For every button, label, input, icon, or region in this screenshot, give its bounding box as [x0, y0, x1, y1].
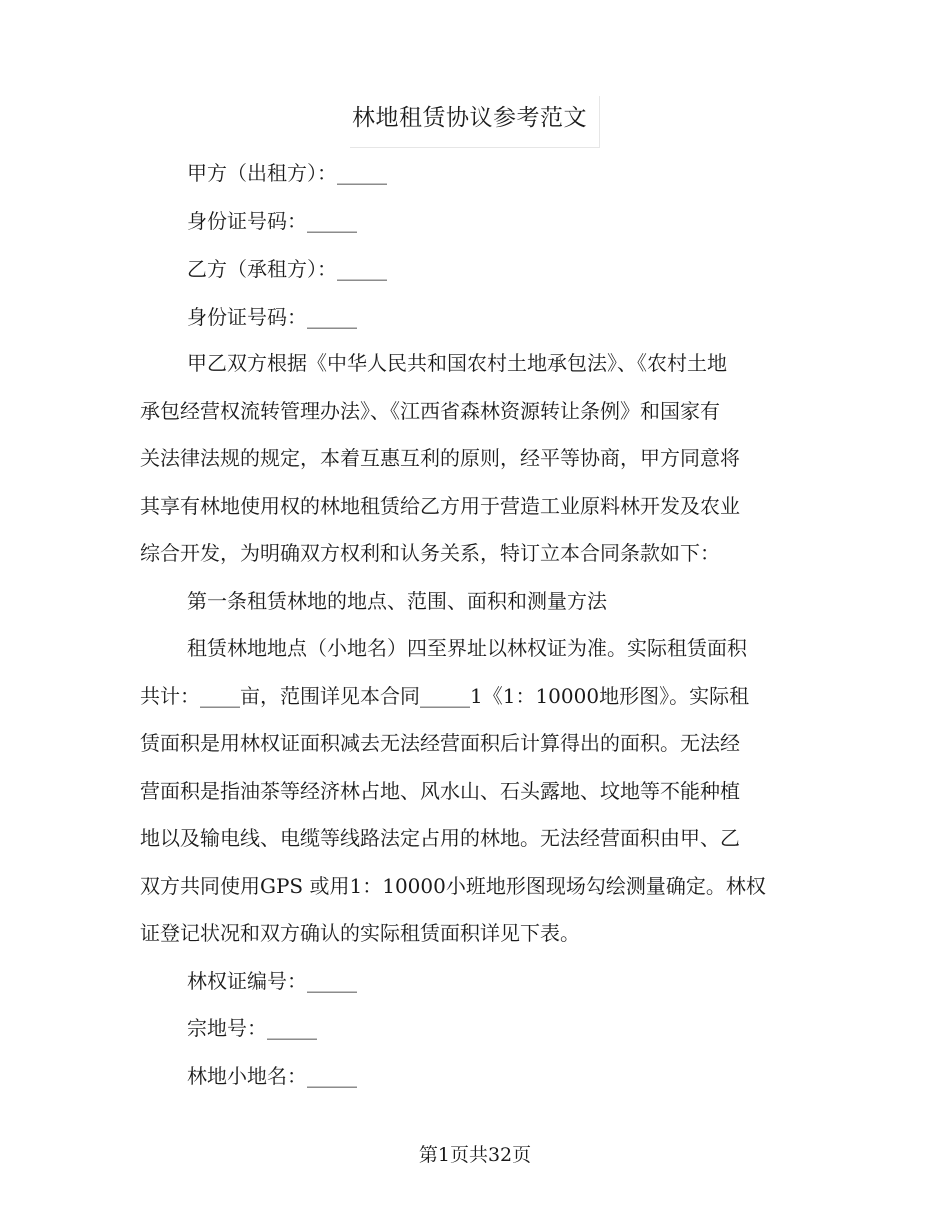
document-title: 林地租赁协议参考范文 [352, 105, 587, 131]
article-heading: 第一条租赁林地的地点、范围、面积和测量方法 [187, 589, 607, 613]
paragraph-line: 双方共同使用GPS 或用1：10000小班地形图现场勾绘测量确定。林权 [140, 874, 766, 898]
paragraph-line: 营面积是指油茶等经济林占地、风水山、石头露地、坟地等不能种植 [140, 779, 740, 803]
paragraph-line: 赁面积是用林权证面积减去无法经营面积后计算得出的面积。无法经 [140, 731, 740, 755]
forest-cert-no-line: 林权证编号：_____ [187, 969, 357, 993]
paragraph-line: 承包经营权流转管理办法》、《江西省森林资源转让条例》和国家有 [140, 399, 720, 423]
paragraph-line: 其享有林地使用权的林地租赁给乙方用于营造工业原料林开发及农业 [140, 494, 740, 518]
lessee-id-line: 身份证号码：_____ [187, 305, 357, 329]
lessee-line: 乙方（承租方）：_____ [187, 257, 387, 281]
paragraph-line: 关法律法规的规定，本着互惠互利的原则，经平等协商，甲方同意将 [140, 446, 740, 470]
paragraph-line: 共计：____亩，范围详见本合同_____1《1：10000地形图》。实际租 [140, 684, 750, 708]
lessor-id-line: 身份证号码：_____ [187, 209, 357, 233]
lessor-line: 甲方（出租方）：_____ [187, 161, 387, 185]
paragraph-line: 证登记状况和双方确认的实际租赁面积详见下表。 [140, 921, 580, 945]
page-footer: 第1页共32页 [418, 1144, 532, 1166]
paragraph-line: 甲乙双方根据《中华人民共和国农村土地承包法》、《农村土地 [187, 351, 727, 375]
paragraph-line: 租赁林地地点（小地名）四至界址以林权证为准。实际租赁面积 [187, 636, 747, 660]
parcel-no-line: 宗地号：_____ [187, 1016, 317, 1040]
paragraph-line: 综合开发，为明确双方权利和认务关系，特订立本合同条款如下： [140, 541, 720, 565]
forest-place-name-line: 林地小地名：_____ [187, 1064, 357, 1088]
paragraph-line: 地以及输电线、电缆等线路法定占用的林地。无法经营面积由甲、乙 [140, 826, 740, 850]
